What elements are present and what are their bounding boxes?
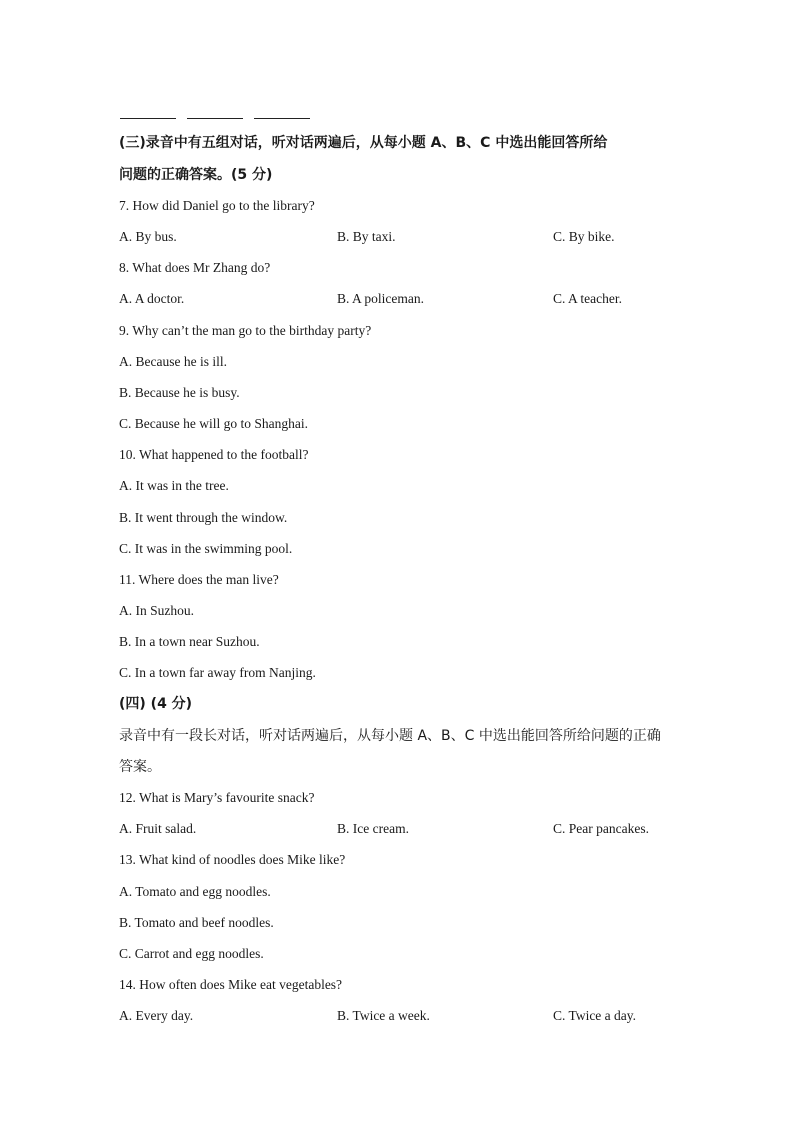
question-13: 13. What kind of noodles does Mike like? [119,852,346,867]
question-11: 11. Where does the man live? [119,572,279,587]
answer-blank-2 [187,118,243,119]
q12-option-a: A. Fruit salad. [119,821,197,836]
q13-option-c: C. Carrot and egg noodles. [119,946,264,961]
question-8: 8. What does Mr Zhang do? [119,260,271,275]
answer-blank-1 [120,118,176,119]
answer-blank-3 [254,118,310,119]
q10-option-b: B. It went through the window. [119,510,288,525]
q14-option-b: B. Twice a week. [337,1008,430,1023]
q11-option-c: C. In a town far away from Nanjing. [119,665,316,680]
q14-option-c: C. Twice a day. [553,1008,637,1023]
question-14: 14. How often does Mike eat vegetables? [119,977,343,992]
q8-option-a: A. A doctor. [119,291,185,306]
q14-option-a: A. Every day. [119,1008,194,1023]
q13-option-a: A. Tomato and egg noodles. [119,884,271,899]
question-10: 10. What happened to the football? [119,447,309,462]
q12-option-b: B. Ice cream. [337,821,409,836]
q7-option-b: B. By taxi. [337,229,396,244]
section4-heading: (四) (4 分) [119,696,193,712]
section4-instruction-line1: 录音中有一段长对话，听对话两遍后，从每小题 A、B、C 中选出能回答所给问题的正确 [119,728,661,744]
q10-option-c: C. It was in the swimming pool. [119,541,293,556]
q13-option-b: B. Tomato and beef noodles. [119,915,274,930]
question-9: 9. Why can’t the man go to the birthday party? [119,323,372,338]
q9-option-b: B. Because he is busy. [119,385,240,400]
q10-option-a: A. It was in the tree. [119,478,229,493]
section4-instruction-line2: 答案。 [119,759,161,775]
section3-heading-line2: 问题的正确答案。(5 分) [119,167,273,183]
question-7: 7. How did Daniel go to the library? [119,198,315,213]
q7-option-c: C. By bike. [553,229,615,244]
q11-option-a: A. In Suzhou. [119,603,194,618]
q9-option-a: A. Because he is ill. [119,354,227,369]
q8-option-c: C. A teacher. [553,291,622,306]
section3-heading-line1: (三)录音中有五组对话，听对话两遍后，从每小题 A、B、C 中选出能回答所给 [119,135,608,151]
q12-option-c: C. Pear pancakes. [553,821,649,836]
question-12: 12. What is Mary’s favourite snack? [119,790,315,805]
q9-option-c: C. Because he will go to Shanghai. [119,416,308,431]
q7-option-a: A. By bus. [119,229,177,244]
q8-option-b: B. A policeman. [337,291,424,306]
q11-option-b: B. In a town near Suzhou. [119,634,260,649]
